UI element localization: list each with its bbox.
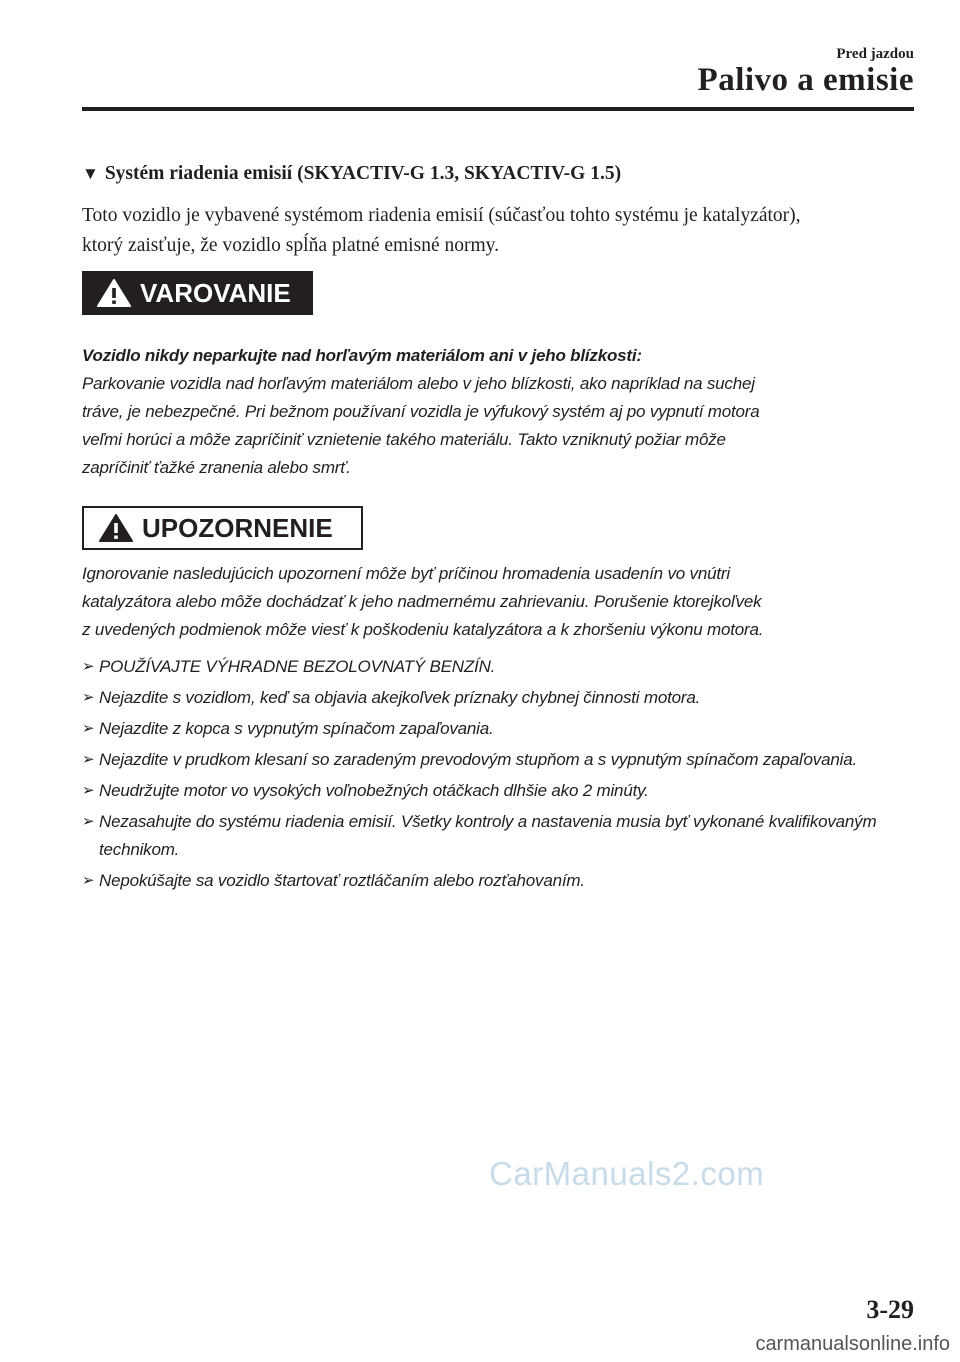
caution-line: z uvedených podmienok môže viesť k poškodeniu katalyzátora a k zhoršeniu výkonu motora. [82, 620, 764, 639]
arrow-bullet-icon: ➢ [82, 751, 95, 768]
triangle-down-icon: ▼ [82, 164, 99, 183]
warning-triangle-icon [96, 278, 132, 308]
warning-heading: Vozidlo nikdy neparkujte nad horľavým materiálom ani v jeho blízkosti: [82, 346, 642, 365]
list-item-text: POUŽÍVAJTE VÝHRADNE BEZOLOVNATÝ BENZÍN. [99, 657, 496, 676]
caution-line: katalyzátora alebo môže dochádzať k jeho nadmernému zahrievaniu. Porušenie ktorejkoľvek [82, 592, 762, 611]
list-item-text: Nejazdite v prudkom klesaní so zaradeným prevodovým stupňom a s vypnutým spínačom zapaľovania. [99, 750, 857, 769]
warning-badge-label: VAROVANIE [140, 277, 291, 308]
caution-list [82, 653, 927, 898]
list-item [82, 867, 927, 895]
list-item [82, 653, 927, 681]
warning-text [82, 342, 927, 482]
warning-line: tráve, je nebezpečné. Pri bežnom používaní vozidla je výfukový systém aj po vypnutí motora [82, 402, 760, 421]
list-item [82, 808, 927, 864]
arrow-bullet-icon: ➢ [82, 720, 95, 737]
caution-badge-label: UPOZORNENIE [142, 512, 333, 543]
footer-site-link[interactable]: carmanualsonline.info [755, 1333, 950, 1355]
arrow-bullet-icon: ➢ [82, 782, 95, 799]
intro-line: ktorý zaisťuje, že vozidlo spĺňa platné emisné normy. [82, 235, 499, 256]
header-rule [82, 107, 914, 111]
watermark: CarManuals2.com [489, 1155, 765, 1192]
arrow-bullet-icon: ➢ [82, 689, 95, 706]
list-item [82, 746, 927, 774]
warning-badge [82, 271, 313, 315]
list-item [82, 777, 927, 805]
list-item [82, 684, 927, 712]
page-number: 3-29 [866, 1295, 914, 1324]
caution-text [82, 560, 927, 644]
caution-badge [82, 506, 363, 550]
arrow-bullet-icon: ➢ [82, 658, 95, 675]
arrow-bullet-icon: ➢ [82, 813, 95, 830]
subsection-title: Systém riadenia emisií (SKYACTIV-G 1.3, SKYACTIV-G 1.5) [104, 163, 622, 184]
list-item-text: Nejazdite s vozidlom, keď sa objavia akejkoľvek príznaky chybnej činnosti motora. [99, 688, 701, 707]
list-item [82, 715, 927, 743]
warning-line: veľmi horúci a môže zapríčiniť vznietenie takého materiálu. Takto vzniknutý požiar môže [82, 430, 726, 449]
chapter-label: Pred jazdou [836, 46, 914, 62]
list-item-text: Nezasahujte do systému riadenia emisií. Všetky kontroly a nastavenia musia byť vykonané kvalifikovaným technikom. [99, 812, 877, 859]
caution-line: Ignorovanie nasledujúcich upozornení môže byť príčinou hromadenia usadenín vo vnútri [82, 564, 730, 583]
list-item-text: Nejazdite z kopca s vypnutým spínačom zapaľovania. [99, 719, 494, 738]
warning-line: zapríčiniť ťažké zranenia alebo smrť. [82, 458, 351, 477]
list-item-text: Nepokúšajte sa vozidlo štartovať roztláčaním alebo rozťahovaním. [99, 871, 585, 890]
intro-paragraph [82, 201, 922, 261]
arrow-bullet-icon: ➢ [82, 872, 95, 889]
subsection-heading [82, 163, 920, 185]
warning-line: Parkovanie vozidla nad horľavým materiálom alebo v jeho blízkosti, ako napríklad na suchej [82, 374, 755, 393]
intro-line: Toto vozidlo je vybavené systémom riadenia emisií (súčasťou tohto systému je katalyzátor), [82, 205, 801, 226]
section-title: Palivo a emisie [697, 62, 914, 98]
caution-triangle-icon [98, 513, 134, 543]
list-item-text: Neudržujte motor vo vysokých voľnobežných otáčkach dlhšie ako 2 minúty. [99, 781, 649, 800]
